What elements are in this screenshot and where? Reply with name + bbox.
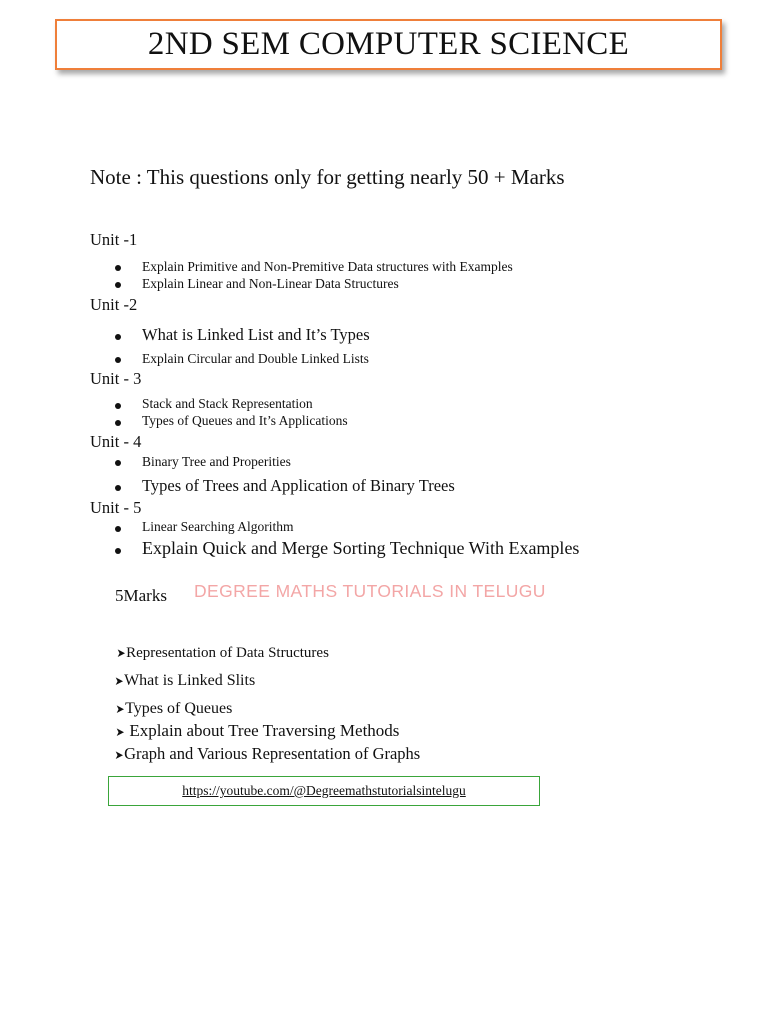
arrow-bullet-icon: ➤ — [115, 702, 125, 716]
five-marks-item-5 — [114, 744, 420, 764]
unit-3-heading: Unit - 3 — [90, 369, 142, 388]
unit-1-item-1: Explain Primitive and Non-Premitive Data structures with Examples — [142, 259, 513, 274]
five-marks-item-3 — [115, 700, 232, 718]
unit-1-item-2: Explain Linear and Non-Linear Data Structures — [142, 276, 399, 291]
page-title: 2ND SEM COMPUTER SCIENCE — [147, 26, 630, 62]
title-box — [55, 19, 722, 70]
unit-2-heading: Unit -2 — [90, 295, 138, 314]
arrow-bullet-icon: ➤ — [114, 748, 124, 762]
unit-4-item-2: Types of Trees and Application of Binary Trees — [142, 476, 455, 495]
bullet-icon — [115, 526, 121, 532]
unit-1-heading: Unit -1 — [90, 230, 138, 249]
arrow-bullet-icon: ➤ — [115, 725, 125, 739]
unit-3-item-2: Types of Queues and It’s Applications — [142, 413, 348, 428]
five-marks-item-4 — [115, 721, 399, 741]
five-marks-item-label: Types of Queues — [125, 700, 233, 717]
five-marks-item-2 — [114, 672, 255, 690]
five-marks-heading: 5Marks — [115, 586, 167, 605]
unit-4-item-1: Binary Tree and Properities — [142, 454, 291, 469]
five-marks-item-label: Graph and Various Representation of Graphs — [124, 744, 421, 763]
arrow-bullet-icon: ➤ — [114, 674, 124, 688]
bullet-icon — [115, 282, 121, 288]
bullet-icon — [115, 357, 121, 363]
bullet-icon — [115, 265, 121, 271]
bullet-icon — [115, 548, 121, 554]
five-marks-item-label: Representation of Data Structures — [126, 645, 329, 661]
five-marks-item-label: What is Linked Slits — [124, 672, 256, 689]
bullet-icon — [115, 485, 121, 491]
unit-5-heading: Unit - 5 — [90, 498, 142, 517]
bullet-icon — [115, 420, 121, 426]
unit-3-item-1: Stack and Stack Representation — [142, 396, 313, 411]
arrow-bullet-icon: ➤ — [116, 646, 126, 660]
unit-5-item-1: Linear Searching Algorithm — [142, 519, 294, 534]
youtube-link[interactable]: https://youtube.com/@Degreemathstutorialsintelugu — [182, 783, 466, 798]
five-marks-item-1 — [116, 645, 329, 662]
unit-2-item-2: Explain Circular and Double Linked Lists — [142, 351, 369, 366]
bullet-icon — [115, 403, 121, 409]
note-text: Note : This questions only for getting nearly 50 + Marks — [90, 165, 565, 189]
youtube-link-box — [108, 776, 540, 806]
unit-4-heading: Unit - 4 — [90, 432, 142, 451]
unit-2-item-1: What is Linked List and It’s Types — [142, 325, 370, 344]
unit-5-item-2: Explain Quick and Merge Sorting Technique With Examples — [142, 538, 580, 558]
bullet-icon — [115, 460, 121, 466]
five-marks-item-label: Explain about Tree Traversing Methods — [125, 721, 400, 740]
bullet-icon — [115, 334, 121, 340]
watermark-text: DEGREE MATHS TUTORIALS IN TELUGU — [194, 581, 546, 601]
